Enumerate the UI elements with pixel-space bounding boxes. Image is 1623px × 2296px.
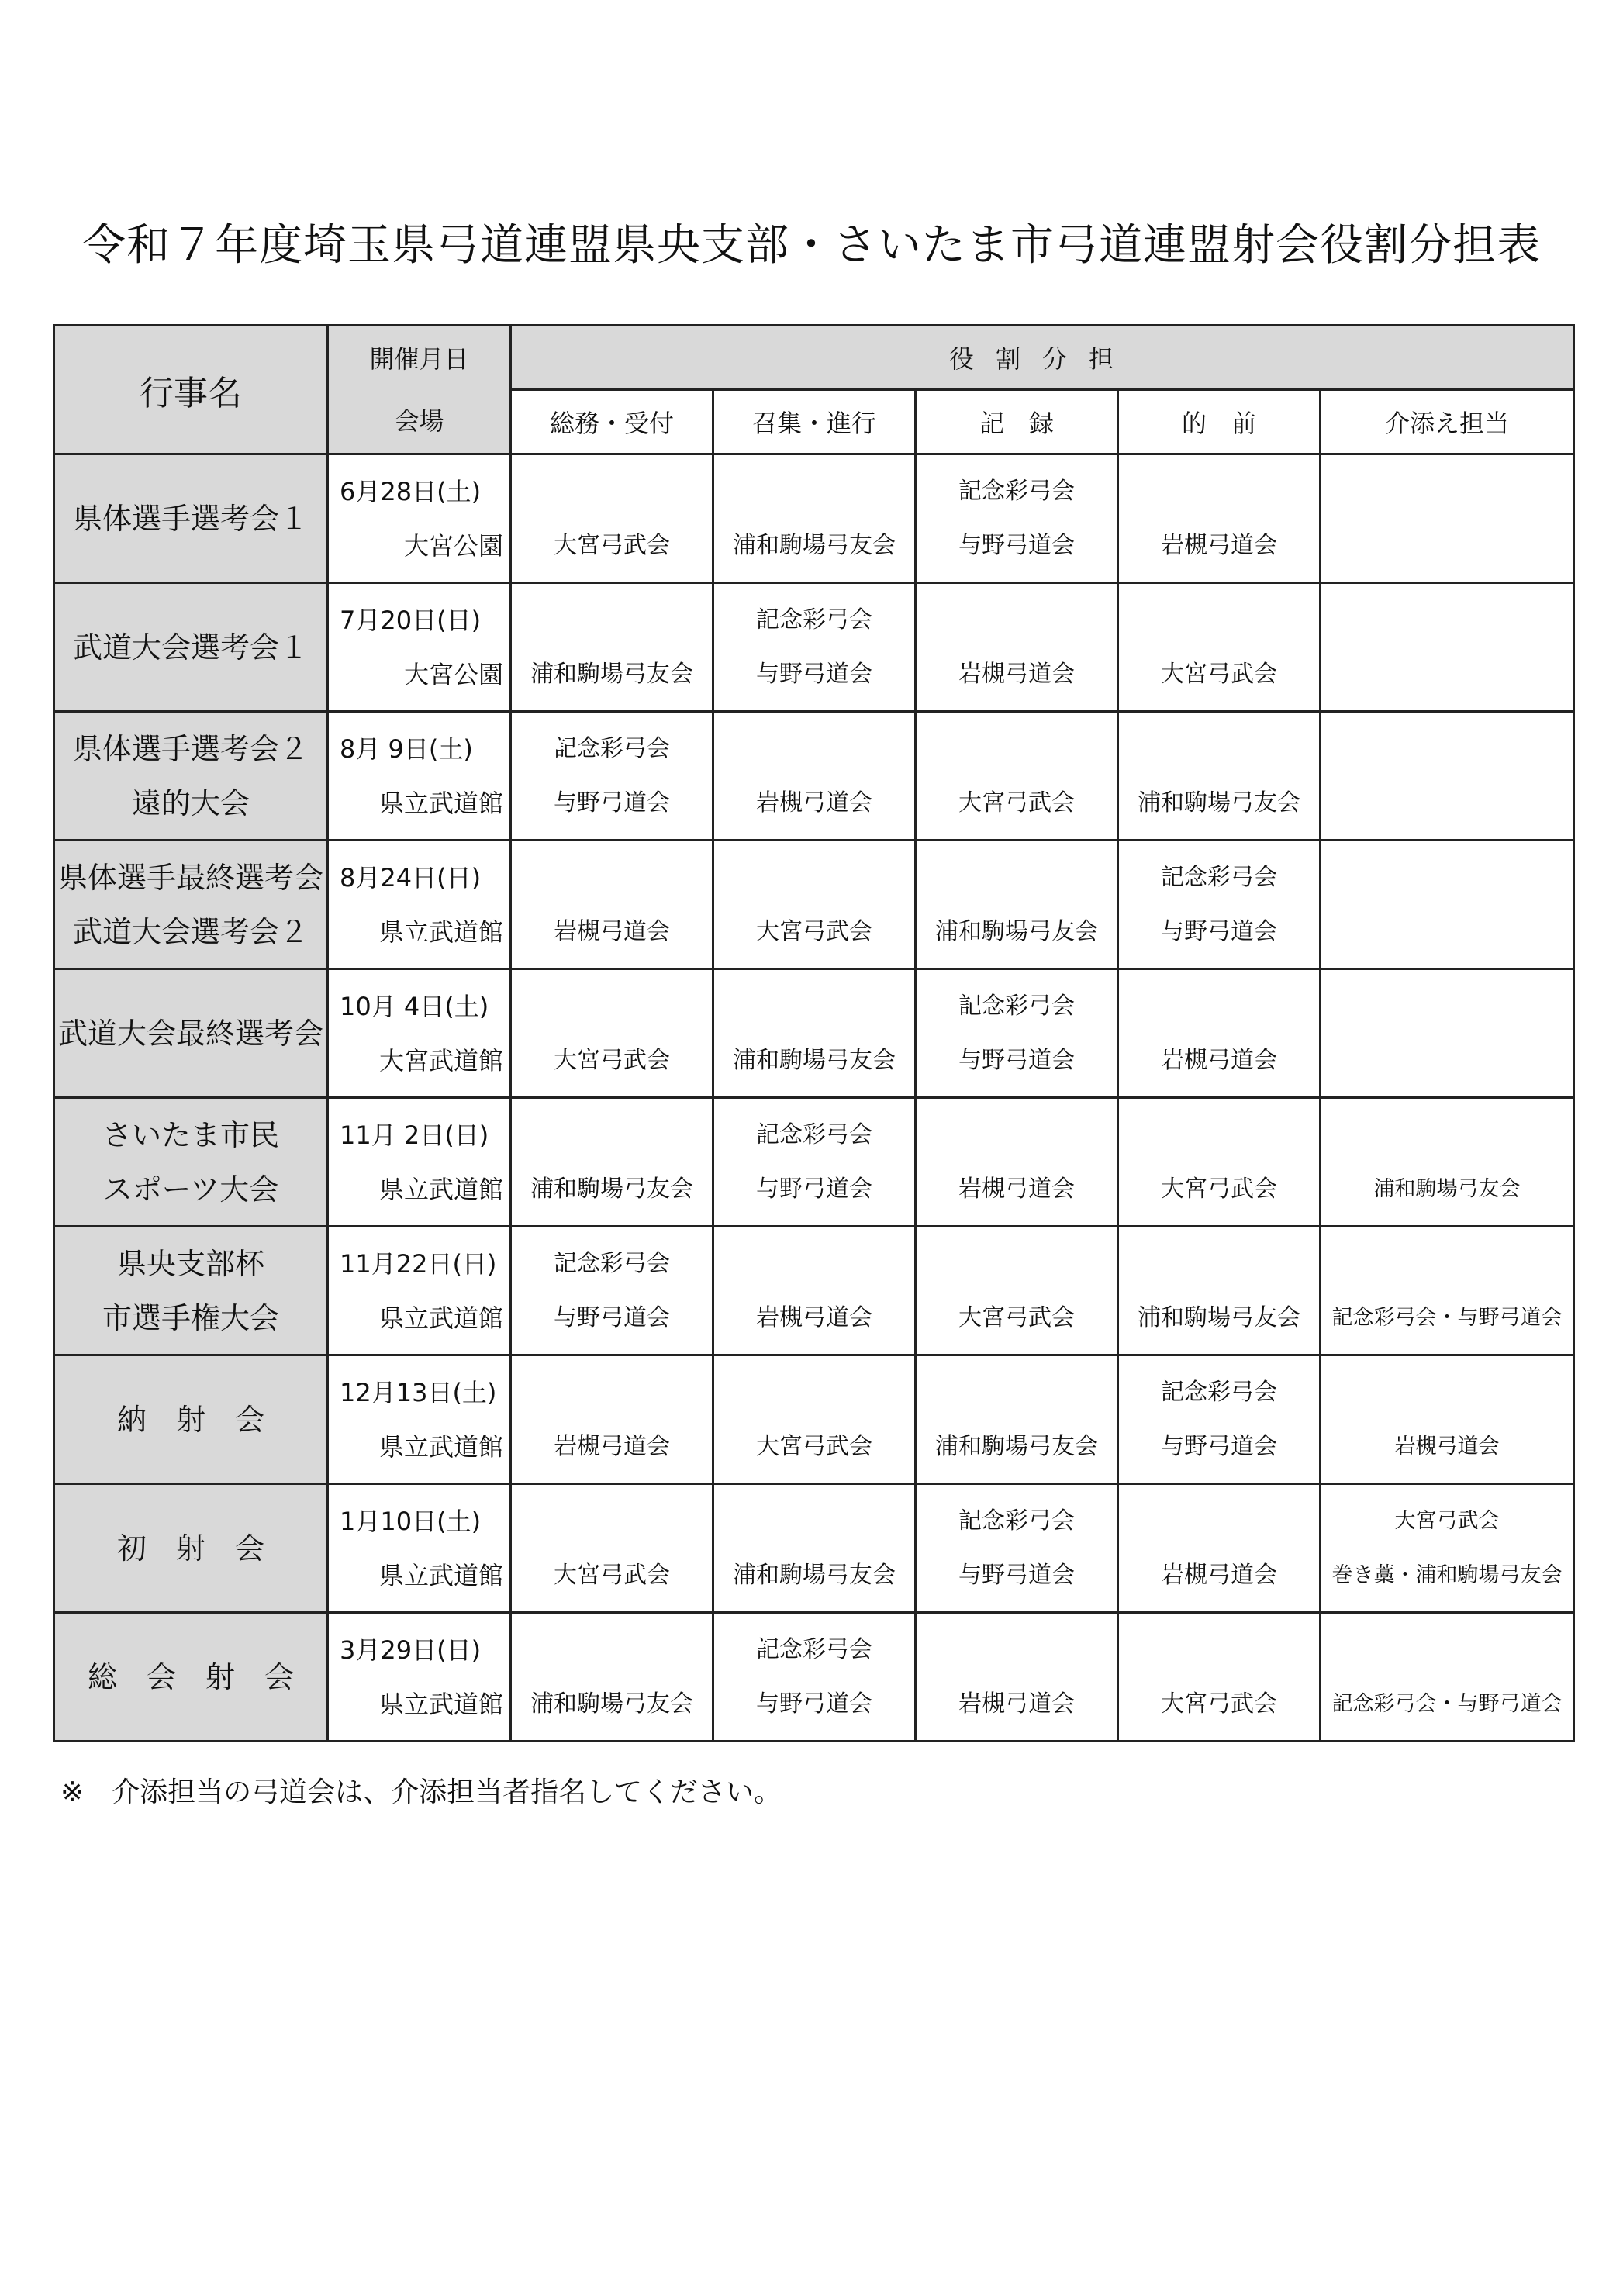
role-cell-target (1118, 1613, 1321, 1742)
event-name-line: 武道大会選考会２ (72, 914, 309, 949)
table-row (54, 969, 1574, 1098)
event-date: 10月 4日(土) (340, 991, 489, 1021)
date-venue-cell (328, 1484, 511, 1613)
role-cell-records (916, 1227, 1118, 1355)
assigned-club: 浦和駒場弓友会 (733, 1561, 896, 1589)
role-cell-records (916, 454, 1118, 583)
event-date: 3月29日(日) (340, 1635, 482, 1665)
assigned-club: 岩槻弓道会 (554, 1432, 670, 1460)
assigned-club (512, 979, 712, 1034)
header-role-calling: 召集・進行 (713, 390, 916, 454)
assigned-club (917, 1108, 1117, 1162)
date-venue-cell (328, 1613, 511, 1742)
assigned-club (1321, 851, 1573, 905)
assigned-club (714, 1366, 914, 1420)
table-row (54, 454, 1574, 583)
assigned-club: 記念彩弓会 (756, 606, 872, 634)
assigned-club (1321, 905, 1573, 959)
assigned-club: 岩槻弓道会 (554, 917, 670, 945)
role-cell-target (1118, 1098, 1321, 1227)
role-cell-target (1118, 583, 1321, 712)
assigned-club: 岩槻弓道会 (756, 1303, 872, 1331)
assigned-club: 与野弓道会 (756, 660, 872, 688)
role-cell-calling (713, 1613, 916, 1742)
page-title: 令和７年度埼玉県弓道連盟県央支部・さいたま市弓道連盟射会役割分担表 (82, 220, 1541, 271)
assigned-club (512, 1623, 712, 1677)
assigned-club: 浦和駒場弓友会 (1138, 1303, 1300, 1331)
assigned-club: 記念彩弓会 (756, 1120, 872, 1148)
assigned-club: 浦和駒場弓友会 (935, 917, 1098, 945)
role-cell-records (916, 1484, 1118, 1613)
assigned-club: 浦和駒場弓友会 (733, 1046, 896, 1074)
event-name-cell (54, 583, 328, 712)
role-cell-assistant (1321, 1355, 1574, 1484)
header-roles-group: 役割分担 (511, 326, 1574, 390)
assigned-club (1321, 1366, 1573, 1420)
table-row (54, 1613, 1574, 1742)
role-cell-general (511, 1227, 713, 1355)
role-cell-general (511, 1484, 713, 1613)
role-cell-general (511, 1355, 713, 1484)
date-venue-cell (328, 1227, 511, 1355)
assigned-club (1321, 1623, 1573, 1677)
event-name-cell (54, 1355, 328, 1484)
assigned-club (1321, 1237, 1573, 1291)
assigned-club (1321, 1108, 1573, 1162)
role-cell-records (916, 1355, 1118, 1484)
date-venue-cell (328, 454, 511, 583)
role-cell-target (1118, 1484, 1321, 1613)
event-name-line: 武道大会選考会１ (72, 630, 309, 665)
assigned-club (512, 593, 712, 647)
assigned-club (1321, 647, 1573, 702)
assigned-club (1119, 1237, 1319, 1291)
assigned-club: 与野弓道会 (756, 1690, 872, 1718)
event-venue: 県立武道館 (378, 917, 503, 947)
assigned-club: 浦和駒場弓友会 (530, 1175, 693, 1203)
assigned-club: 浦和駒場弓友会 (530, 660, 693, 688)
assigned-club: 大宮弓武会 (756, 1432, 872, 1460)
assigned-club (714, 1237, 914, 1291)
event-date: 6月28日(土) (340, 476, 482, 506)
event-venue: 大宮公園 (403, 530, 503, 561)
assigned-club (1119, 722, 1319, 776)
assigned-club: 記念彩弓会 (1161, 1378, 1277, 1406)
assigned-club: 大宮弓武会 (1161, 1175, 1277, 1203)
assigned-club: 記念彩弓会 (1161, 863, 1277, 891)
assigned-club: 記念彩弓会 (554, 1249, 670, 1277)
event-name-line: 県体選手選考会２ (72, 731, 309, 766)
table-row (54, 712, 1574, 841)
assigned-club (714, 979, 914, 1034)
role-cell-assistant (1321, 1098, 1574, 1227)
assigned-club: 浦和駒場弓友会 (1138, 789, 1300, 817)
event-date: 11月 2日(日) (340, 1120, 489, 1150)
assigned-club: 与野弓道会 (1161, 917, 1277, 945)
assigned-club: 与野弓道会 (958, 531, 1075, 559)
assigned-club: 大宮弓武会 (756, 917, 872, 945)
event-venue: 県立武道館 (378, 1560, 503, 1590)
event-name-cell (54, 1098, 328, 1227)
header-date-venue (328, 326, 511, 454)
assigned-club: 浦和駒場弓友会 (530, 1690, 693, 1718)
assigned-club: 岩槻弓道会 (1394, 1434, 1500, 1459)
event-venue: 県立武道館 (378, 1431, 503, 1462)
role-cell-calling (713, 1098, 916, 1227)
event-date: 8月24日(日) (340, 862, 482, 893)
role-cell-records (916, 841, 1118, 969)
event-name-line: 総 会 射 会 (87, 1659, 294, 1694)
role-cell-target (1118, 712, 1321, 841)
role-cell-target (1118, 841, 1321, 969)
assigned-club (1119, 464, 1319, 519)
role-cell-general (511, 841, 713, 969)
header-role-general: 総務・受付 (511, 390, 713, 454)
assigned-club: 与野弓道会 (554, 1303, 670, 1331)
assigned-club: 浦和駒場弓友会 (733, 531, 896, 559)
role-cell-assistant (1321, 1227, 1574, 1355)
assigned-club (1119, 593, 1319, 647)
assigned-club (917, 851, 1117, 905)
event-name-line: 武道大会最終選考会 (57, 1016, 323, 1051)
event-name-line: 県央支部杯 (116, 1246, 264, 1281)
table-row (54, 1355, 1574, 1484)
role-cell-general (511, 454, 713, 583)
assigned-club: 記念彩弓会 (958, 992, 1075, 1020)
assigned-club: 記念彩弓会 (756, 1635, 872, 1663)
role-cell-assistant (1321, 1613, 1574, 1742)
role-cell-calling (713, 841, 916, 969)
assigned-club: 記念彩弓会 (958, 477, 1075, 505)
date-venue-cell (328, 841, 511, 969)
assigned-club (512, 1108, 712, 1162)
assigned-club (1321, 593, 1573, 647)
assigned-club: 岩槻弓道会 (958, 660, 1075, 688)
assigned-club: 大宮弓武会 (554, 1561, 670, 1589)
role-cell-general (511, 583, 713, 712)
role-cell-records (916, 969, 1118, 1098)
assigned-club: 岩槻弓道会 (756, 789, 872, 817)
event-date: 8月 9日(土) (340, 734, 473, 764)
header-event: 行事名 (54, 326, 328, 454)
role-cell-calling (713, 1355, 916, 1484)
event-venue: 大宮公園 (403, 659, 503, 689)
table-row (54, 1098, 1574, 1227)
event-name-cell (54, 712, 328, 841)
assigned-club: 与野弓道会 (1161, 1432, 1277, 1460)
header-role-target: 的 前 (1118, 390, 1321, 454)
assigned-club (714, 1494, 914, 1549)
assigned-club (917, 1623, 1117, 1677)
role-cell-calling (713, 712, 916, 841)
role-cell-target (1118, 969, 1321, 1098)
assigned-club (1321, 722, 1573, 776)
event-name-cell (54, 969, 328, 1098)
event-venue: 県立武道館 (378, 1174, 503, 1204)
event-name-line: 県体選手選考会１ (72, 501, 309, 536)
event-name-cell (54, 1227, 328, 1355)
assigned-club: 与野弓道会 (554, 789, 670, 817)
table-row (54, 1227, 1574, 1355)
date-venue-cell (328, 712, 511, 841)
assigned-club: 記念彩弓会・与野弓道会 (1331, 1305, 1563, 1330)
assigned-club (714, 464, 914, 519)
assigned-club (1119, 1108, 1319, 1162)
assigned-club (1321, 519, 1573, 573)
role-cell-assistant (1321, 712, 1574, 841)
assigned-club (1321, 1034, 1573, 1088)
assigned-club (512, 1366, 712, 1420)
table-row (54, 1484, 1574, 1613)
assigned-club: 大宮弓武会 (554, 531, 670, 559)
role-cell-assistant (1321, 454, 1574, 583)
event-date: 7月20日(日) (340, 605, 482, 635)
assigned-club: 記念彩弓会 (554, 734, 670, 762)
role-cell-records (916, 583, 1118, 712)
assigned-club: 岩槻弓道会 (958, 1175, 1075, 1203)
event-name-cell (54, 1484, 328, 1613)
assigned-club: 記念彩弓会・与野弓道会 (1331, 1691, 1563, 1716)
assigned-club: 大宮弓武会 (1161, 1690, 1277, 1718)
event-venue: 県立武道館 (378, 1303, 503, 1333)
role-cell-records (916, 1098, 1118, 1227)
role-cell-target (1118, 1355, 1321, 1484)
role-cell-assistant (1321, 969, 1574, 1098)
assigned-club: 記念彩弓会 (958, 1507, 1075, 1535)
event-venue: 県立武道館 (378, 788, 503, 818)
assigned-club: 巻き藁・浦和駒場弓友会 (1331, 1562, 1563, 1587)
table-row (54, 583, 1574, 712)
footnote: ※ 介添担当の弓道会は、介添担当者指名してください。 (60, 1776, 782, 1808)
assigned-club (512, 851, 712, 905)
header-venue: 会場 (394, 406, 444, 436)
event-date: 12月13日(土) (340, 1377, 497, 1407)
assigned-club (512, 464, 712, 519)
assigned-club (1119, 979, 1319, 1034)
assigned-club (714, 722, 914, 776)
assigned-club: 岩槻弓道会 (1161, 1561, 1277, 1589)
date-venue-cell (328, 969, 511, 1098)
role-cell-calling (713, 583, 916, 712)
role-cell-records (916, 1613, 1118, 1742)
role-cell-general (511, 1098, 713, 1227)
assigned-club: 与野弓道会 (958, 1561, 1075, 1589)
assigned-club (1119, 1623, 1319, 1677)
assigned-club: 岩槻弓道会 (1161, 531, 1277, 559)
event-name-line: 市選手権大会 (102, 1300, 279, 1335)
assigned-club: 与野弓道会 (958, 1046, 1075, 1074)
event-name-line: 遠的大会 (131, 785, 250, 820)
event-venue: 大宮武道館 (378, 1045, 503, 1075)
assigned-club: 大宮弓武会 (1161, 660, 1277, 688)
assigned-club: 岩槻弓道会 (1161, 1046, 1277, 1074)
assigned-club: 大宮弓武会 (1394, 1508, 1500, 1533)
assigned-club: 大宮弓武会 (958, 789, 1075, 817)
role-cell-target (1118, 454, 1321, 583)
assigned-club: 浦和駒場弓友会 (1373, 1176, 1521, 1201)
role-cell-assistant (1321, 841, 1574, 969)
header-role-assistant: 介添え担当 (1321, 390, 1574, 454)
assigned-club: 岩槻弓道会 (958, 1690, 1075, 1718)
event-name-cell (54, 1613, 328, 1742)
role-cell-general (511, 712, 713, 841)
event-date: 11月22日(日) (340, 1248, 497, 1279)
role-cell-general (511, 969, 713, 1098)
assigned-club (1321, 776, 1573, 830)
event-date: 1月10日(土) (340, 1506, 482, 1536)
assigned-club (1321, 464, 1573, 519)
table-body (54, 454, 1574, 1742)
assigned-club: 浦和駒場弓友会 (935, 1432, 1098, 1460)
event-name-line: 納 射 会 (116, 1402, 264, 1437)
date-venue-cell (328, 1098, 511, 1227)
assigned-club: 大宮弓武会 (554, 1046, 670, 1074)
event-name-line: さいたま市民 (102, 1117, 279, 1152)
role-cell-calling (713, 454, 916, 583)
assigned-club: 大宮弓武会 (958, 1303, 1075, 1331)
assigned-club (512, 1494, 712, 1549)
assigned-club (917, 1237, 1117, 1291)
role-cell-records (916, 712, 1118, 841)
assigned-club (714, 851, 914, 905)
role-cell-calling (713, 1227, 916, 1355)
event-venue: 県立武道館 (378, 1689, 503, 1719)
table-row (54, 841, 1574, 969)
header-date: 開催月日 (369, 344, 469, 374)
assigned-club (917, 593, 1117, 647)
event-name-line: 初 射 会 (116, 1531, 264, 1566)
role-cell-target (1118, 1227, 1321, 1355)
assigned-club (1321, 979, 1573, 1034)
assigned-club: 与野弓道会 (756, 1175, 872, 1203)
role-cell-general (511, 1613, 713, 1742)
assigned-club (1119, 1494, 1319, 1549)
event-name-line: 県体選手最終選考会 (57, 860, 323, 895)
role-cell-assistant (1321, 1484, 1574, 1613)
event-name-cell (54, 841, 328, 969)
event-name-cell (54, 454, 328, 583)
event-name-line: スポーツ大会 (102, 1172, 279, 1207)
assigned-club (917, 722, 1117, 776)
header-role-records: 記 録 (916, 390, 1118, 454)
date-venue-cell (328, 583, 511, 712)
role-assignment-table (53, 324, 1575, 1742)
role-cell-calling (713, 969, 916, 1098)
role-cell-calling (713, 1484, 916, 1613)
assigned-club (917, 1366, 1117, 1420)
date-venue-cell (328, 1355, 511, 1484)
role-cell-assistant (1321, 583, 1574, 712)
